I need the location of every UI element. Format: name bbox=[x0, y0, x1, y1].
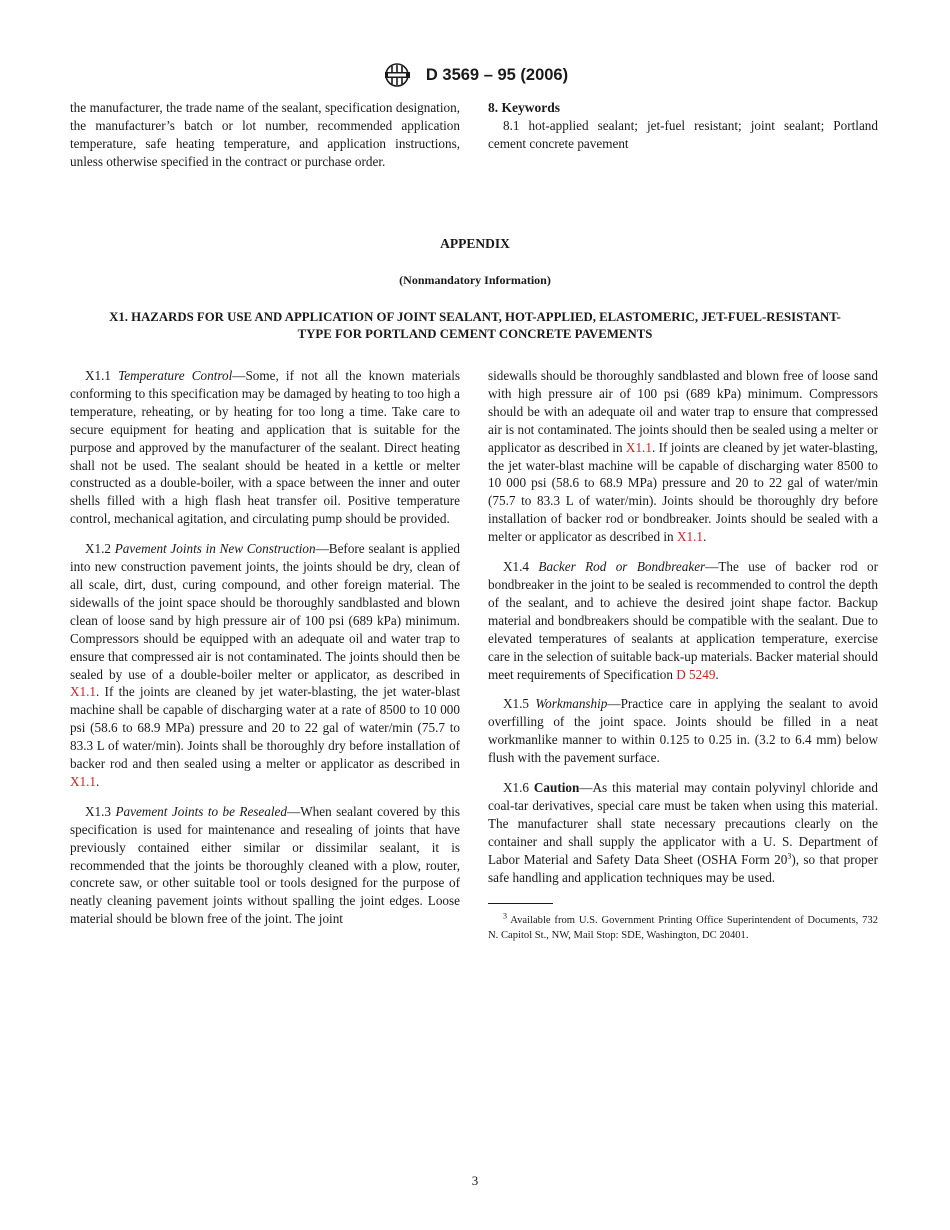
section-text: —The use of backer rod or bondbreaker in the joint to be sealed is recommended to control the depth of the sealant, and to achieve the desired joint shape factor. Backup material and bondbreakers should be compatible with the sealant. Due to elevated temperatures of sealants at application temperature, exercise care in the selection of suitable back-up materials. Backer material should meet requirements of Specification bbox=[488, 559, 879, 682]
appendix-section-title: X1. HAZARDS FOR USE AND APPLICATION OF JOINT SEALANT, HOT-APPLIED, ELASTOMERIC, JET-FUEL-RESISTANT-TYPE FOR PORTLAND CEMENT CONCRETE PAVEMENTS bbox=[109, 310, 841, 341]
section-text: —Practice care in applying the sealant to avoid overfilling of the joint space. Joints should be filled in a neat workmanlike manner to within 0.125 to 0.25 in. (3.2 to 6.4 mm) below flush with the pavement surface. bbox=[488, 696, 878, 766]
section-text: . If the joints are cleaned by jet water-blasting, the jet water-blast machine shall be capable of discharging water at a rate of 8500 to 10 000 psi (58.6 to 68.9 MPa) pressure and 20 to 22 gal of water/min (75.7 to 83.3 L of water/min). Joints shall be thoroughly dry before installation of backer rod and then sealed using a melter or applicator as described in bbox=[70, 684, 460, 772]
paragraph-x1-3-continued bbox=[488, 367, 878, 546]
right-column bbox=[488, 367, 878, 943]
section-text: . bbox=[96, 773, 100, 789]
paragraph-x1-5 bbox=[488, 695, 878, 767]
reference-link-x1-1[interactable]: X1.1 bbox=[676, 529, 703, 545]
paragraph-x1-3 bbox=[70, 803, 460, 928]
section-text: —Before sealant is applied into new construction pavement joints, the joints should be dry, clean of all scale, dirt, dust, curing compound, and other foreign material. The sidewalls of the joint space should be thoroughly sandblasted and blown clean of loose sand by high pressure air of 100 psi (689 kPa) minimum. Compressors should be equipped with an adequate oil and water trap to ensure that compressed air is not contaminated. The joints should then be sealed by use of a double-boiler melter or applicator, as described in bbox=[70, 541, 460, 682]
left-column bbox=[70, 367, 460, 928]
astm-logo-icon bbox=[382, 62, 416, 88]
designation: D 3569 – 95 (2006) bbox=[425, 65, 569, 84]
section-text: ), so that proper safe handling and application techniques may be used. bbox=[488, 851, 879, 885]
top-left-column bbox=[70, 99, 460, 171]
reference-link-x1-1[interactable]: X1.1 bbox=[625, 439, 652, 455]
section-number: X1.2 bbox=[85, 541, 112, 557]
keywords-heading: 8. Keywords bbox=[488, 100, 560, 115]
page-number: 3 bbox=[471, 1173, 479, 1188]
keywords-section bbox=[488, 99, 878, 153]
footnote bbox=[488, 911, 878, 943]
section-title: Caution bbox=[533, 780, 580, 796]
reference-link-x1-1[interactable]: X1.1 bbox=[70, 684, 97, 700]
section-number: X1.1 bbox=[85, 368, 112, 383]
section-title: Pavement Joints in New Construction bbox=[114, 541, 316, 557]
paragraph-x1-6 bbox=[488, 779, 878, 886]
section-title: Temperature Control bbox=[118, 368, 233, 383]
appendix-subtitle: (Nonmandatory Information) bbox=[399, 273, 551, 287]
section-text: —When sealant covered by this specification is used for maintenance and resealing of joints that have previously contained either similar or dissimilar sealant, it is recommended that the joints be thoroughly cleaned with a plow, router, concrete saw, or other suitable tool or tools designed for the purpose of neatly cleaning pavement joints without spalling the joint edges. Loose material should be blown free of the joint. The joint bbox=[70, 803, 461, 927]
paragraph-x1-1 bbox=[70, 367, 460, 528]
section-title: Workmanship bbox=[535, 696, 608, 712]
footnote-text: Available from U.S. Government Printing Office Superintendent of Documents, 732 N. Capitol St., NW, Mail Stop: SDE, Washington, DC 20401. bbox=[488, 915, 878, 941]
page-header bbox=[0, 62, 950, 88]
footnote-mark: 3 bbox=[503, 911, 507, 921]
continuation-paragraph: the manufacturer, the trade name of the sealant, specification designation, the manufacturer’s batch or lot number, recommended application temperature, safe heating temperature, and application instructions, unless otherwise specified in the contract or purchase order. bbox=[70, 100, 460, 169]
reference-link-x1-1[interactable]: X1.1 bbox=[70, 773, 97, 789]
paragraph-x1-2 bbox=[70, 540, 460, 791]
section-number: X1.6 bbox=[503, 780, 530, 796]
section-text: —As this material may contain polyvinyl chloride and coal-tar derivatives, special care must be taken when using this material. The manufacturer shall state necessary precautions clearly on the container and shall supply the applicator with a U. S. Department of Labor Material and Safety Data Sheet (OSHA Form 20 bbox=[488, 780, 878, 867]
section-text: . If joints are cleaned by jet water-blasting, the jet water-blast machine will be capable of discharging water 8500 to 10 000 psi (58.6 to 68.9 MPa) pressure and 20 to 22 gal of water/min (75.7 to 83.3 L of water/min). Joints should be thoroughly dry before installation of backer rod or bondbreaker. Joints should be sealed with a melter or applicator as described in bbox=[488, 439, 879, 545]
section-text: —Some, if not all the known materials conforming to this specification may be damaged by heating to too high a temperature, reheating, or by heating for too long a time. Take care to secure equipment for heating and application that is suitable for the purpose and approved by the manufacturer of the sealant. Direct heating shall not be used. The sealant should be heated in a kettle or melter constructed as a double-boiler, with a space between the inner and outer shells filled with a high flash heat transfer oil. Positive temperature control, mechanical agitation, and circulating pump should be provided. bbox=[70, 368, 460, 527]
section-number: X1.5 bbox=[503, 696, 530, 712]
section-title: Backer Rod or Bondbreaker bbox=[538, 559, 706, 575]
paragraph-x1-4 bbox=[488, 558, 878, 683]
reference-link-d5249[interactable]: D 5249 bbox=[676, 666, 716, 682]
section-text: . bbox=[702, 529, 707, 545]
footnote-divider bbox=[488, 903, 553, 904]
section-number: X1.3 bbox=[85, 803, 112, 819]
keywords-text: 8.1 hot-applied sealant; jet-fuel resistant; joint sealant; Portland cement concrete pavement bbox=[488, 117, 878, 151]
section-text: sidewalls should be thoroughly sandblasted and blown free of loose sand with high pressure air of 100 psi (689 kPa) minimum. Compressors should be with an adequate oil and water trap to ensure that compressed air is not contaminated. The joints should then be sealed using a melter or applicator as described in bbox=[488, 368, 878, 455]
section-text: . bbox=[715, 666, 719, 682]
appendix-title: APPENDIX bbox=[440, 236, 510, 251]
section-number: X1.4 bbox=[503, 559, 530, 575]
footnote-mark: 3 bbox=[787, 851, 792, 861]
section-title: Pavement Joints to be Resealed bbox=[115, 803, 287, 819]
